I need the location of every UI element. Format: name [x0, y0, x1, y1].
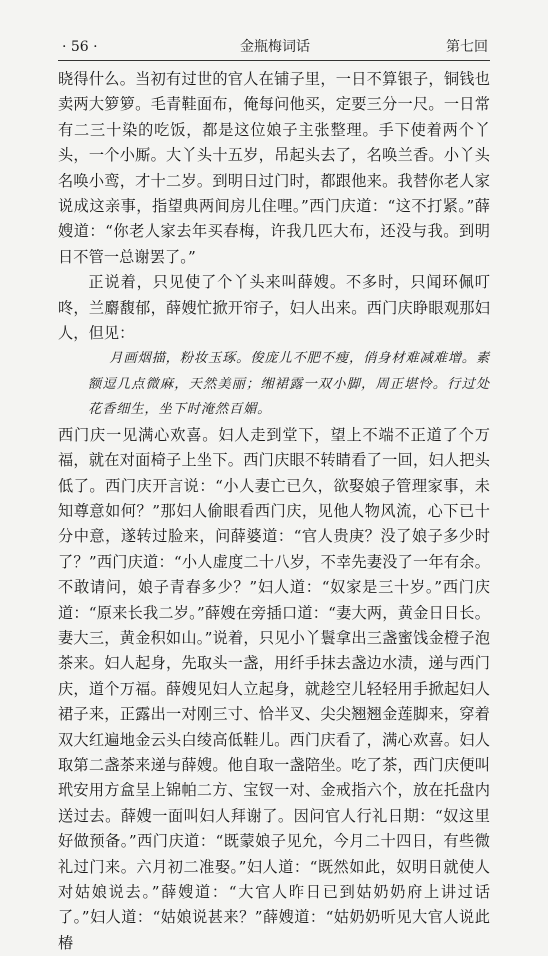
page-number: · 56 ·: [62, 39, 98, 55]
page-body: [58, 67, 490, 956]
paragraph-1: 晓得什么。当初有过世的官人在铺子里，一日不算银子，铜钱也卖两大箩箩。毛青鞋面布，俺每问他买，定要三分一尺。一日常有二三十染的吃饭，都是这位娘子主张整理。手下使着两个丫头，一个小厮。大丫头十五岁，吊起头去了，名唤兰香。小丫头名唤小鸾，才十二岁。到明日过门时，都跟他来。我替你老人家说成这亲事，指望典两间房儿住哩。”西门庆道：“这不打紧。”薛嫂道：“你老人家去年买春梅，许我几匹大布，还没与我。到明日不管一总谢罢了。”: [58, 70, 490, 266]
paragraph-3: 西门庆一见满心欢喜。妇人走到堂下，望上不端不正道了个万福，就在对面椅子上坐下。西门庆眼不转睛看了一回，妇人把头低了。西门庆开言说：“小人妻亡已久，欲娶娘子管理家事，未知尊意如何？”那妇人偷眼看西门庆，见他人物风流，心下已十分中意，遂转过脸来，问薛婆道：“官人贵庚？没了娘子多少时了？”西门庆道：“小人虚度二十八岁，不幸先妻没了一年有余。不敢请问，娘子青春多少？”妇人道：“奴家是三十岁。”西门庆道：“原来长我二岁。”薛嫂在旁插口道：“妻大两，黄金日日长。妻大三，黄金积如山。”说着，只见小丫鬟拿出三盏蜜饯金橙子泡茶来。妇人起身，先取头一盏，用纤手抹去盏边水渍，递与西门庆，道个万福。薛嫂见妇人立起身，就趁空儿轻轻用手掀起妇人裙子来，正露出一对刚三寸、恰半叉、尖尖翘翘金莲脚来，穿着双大红遍地金云头白绫高低鞋儿。西门庆看了，满心欢喜。妇人取第二盏茶来递与薛嫂。他自取一盏陪坐。吃了茶，西门庆便叫玳安用方盒呈上锦帕二方、宝钗一对、金戒指六个，放在托盘内送过去。薛嫂一面叫妇人拜谢了。因问官人行礼日期：“奴这里好做预备。”西门庆道：“既蒙娘子见允，今月二十四日，有些微礼过门来。六月初二准娶。”妇人道：“既然如此，奴明日就使人对姑娘说去。”薛嫂道：“大官人昨日已到姑奶奶府上讲过话了。”妇人道：“姑娘说甚来？”薛嫂道：“姑奶奶听见大官人说此椿: [58, 425, 490, 952]
header-rule: [58, 60, 490, 61]
verse-block: [58, 346, 490, 422]
paragraph-2: 正说着，只见使了个丫头来叫薛嫂。不多时，只闻环佩叮咚，兰麝馥郁，薛嫂忙掀开帘子，妇人出来。西门庆睁眼观那妇人，但见：: [58, 273, 490, 343]
book-title: 金瓶梅词话: [240, 39, 310, 55]
chapter-label: 第七回: [446, 39, 488, 55]
verse-text: 月画烟描，粉妆玉琢。俊庞儿不肥不瘦，俏身材难减难增。素额逗几点微麻，天然美丽；缃裙露一双小脚，周正堪怜。行过处花香细生，坐下时淹然百媚。: [88, 351, 490, 418]
page-header: [62, 36, 488, 58]
